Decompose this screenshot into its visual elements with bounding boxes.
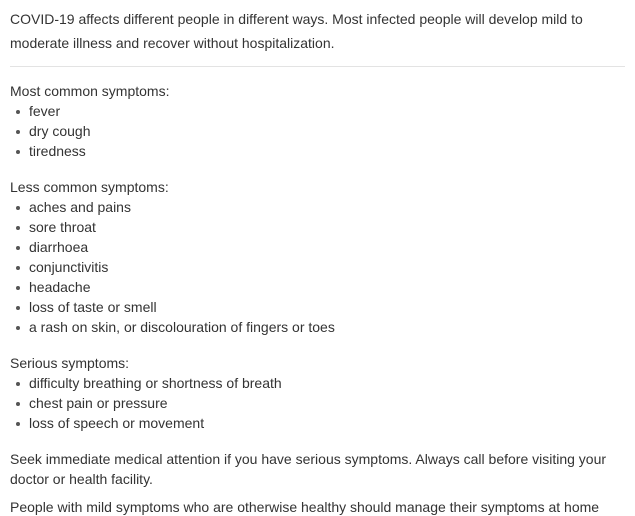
footer-partial-paragraph: People with mild symptoms who are otherwise healthy should manage their symptoms at home xyxy=(10,499,600,515)
most-common-symptoms-list xyxy=(10,101,625,161)
list-item: chest pain or pressure xyxy=(29,393,625,413)
serious-symptoms-list xyxy=(10,373,625,433)
list-item: sore throat xyxy=(29,217,625,237)
section-label-most-common: Most common symptoms: xyxy=(10,83,170,99)
list-item: aches and pains xyxy=(29,197,625,217)
section-label-less-common: Less common symptoms: xyxy=(10,179,169,195)
list-item: difficulty breathing or shortness of breath xyxy=(29,373,625,393)
intro-paragraph: COVID-19 affects different people in different ways. Most infected people will develop mild to moderate illness and recover without hospitalization. xyxy=(10,11,583,51)
list-item: diarrhoea xyxy=(29,237,625,257)
list-item: a rash on skin, or discolouration of fingers or toes xyxy=(29,317,625,337)
advice-paragraph: Seek immediate medical attention if you have serious symptoms. Always call before visiting your doctor or health facility. xyxy=(10,451,607,487)
list-item: dry cough xyxy=(29,121,625,141)
list-item: conjunctivitis xyxy=(29,257,625,277)
section-divider xyxy=(10,66,625,67)
list-item: tiredness xyxy=(29,141,625,161)
list-item: loss of taste or smell xyxy=(29,297,625,317)
list-item: loss of speech or movement xyxy=(29,413,625,433)
less-common-symptoms-list xyxy=(10,197,625,337)
list-item: headache xyxy=(29,277,625,297)
list-item: fever xyxy=(29,101,625,121)
section-label-serious: Serious symptoms: xyxy=(10,355,130,371)
